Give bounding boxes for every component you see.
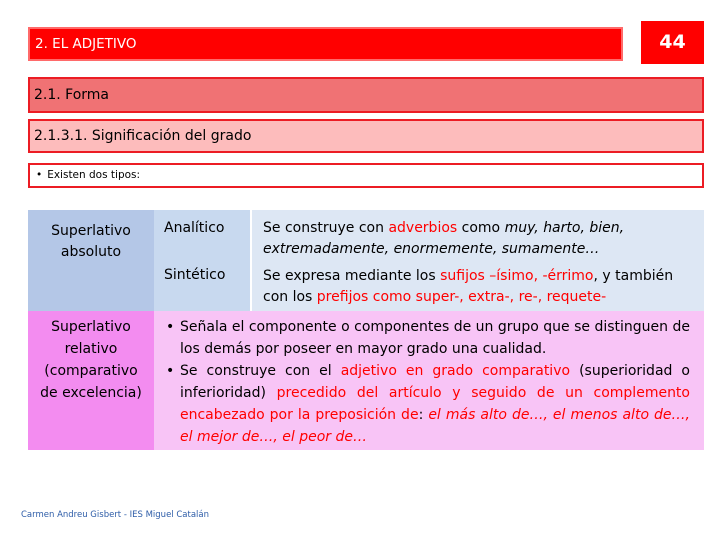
bullet-icon: • bbox=[166, 319, 175, 335]
absolute-superlative-label bbox=[28, 210, 154, 311]
label-line: relativo bbox=[64, 341, 118, 357]
page-title: 2. EL ADJETIVO bbox=[35, 36, 137, 52]
footer-credit: Carmen Andreu Gisbert - IES Miguel Catalán bbox=[21, 510, 210, 520]
subsection-heading: 2.1.3.1. Significación del grado bbox=[34, 128, 252, 144]
list-item bbox=[166, 316, 690, 360]
label-line: Superlativo bbox=[51, 223, 131, 239]
label-line: (comparativo bbox=[44, 363, 138, 379]
examples-text: el más alto de…, el menos alto de…, el mejor de…, el peor de… bbox=[180, 407, 690, 445]
synthetic-definition bbox=[252, 260, 704, 311]
list-item-text: Señala el componente o componentes de un grupo que se distinguen de los demás por poseer en mayor grado una cualidad. bbox=[180, 319, 690, 357]
section-heading: 2.1. Forma bbox=[34, 87, 110, 103]
page-number-badge bbox=[641, 21, 704, 64]
analytic-definition bbox=[252, 210, 704, 260]
intro-text: Existen dos tipos: bbox=[47, 169, 141, 181]
relative-definition bbox=[154, 311, 704, 450]
list-item-text bbox=[180, 360, 690, 448]
section-heading-bar bbox=[28, 77, 704, 113]
relative-superlative-label bbox=[28, 311, 154, 450]
label-line: absoluto bbox=[60, 244, 122, 260]
page-number: 44 bbox=[659, 31, 686, 53]
definition-text: (superioridad o inferioridad) bbox=[180, 363, 690, 401]
bullet-icon: • bbox=[166, 363, 175, 379]
highlight-text: precedido del artículo y seguido de un complemento encabezado por la preposición de bbox=[180, 385, 690, 423]
definition-text: : bbox=[418, 407, 429, 423]
definition-text: Se construye con el bbox=[180, 363, 341, 379]
definition-text: Se construye con bbox=[263, 220, 389, 236]
examples-text: muy, harto, bien, extremadamente, enormemente, sumamente… bbox=[263, 220, 625, 257]
highlight-text: sufijos –ísimo, -érrimo bbox=[440, 268, 594, 284]
definition-text: como bbox=[457, 220, 505, 236]
section-title-bar bbox=[28, 27, 623, 61]
intro-bar bbox=[28, 163, 704, 188]
list-item bbox=[166, 360, 690, 448]
highlight-text: adverbios bbox=[388, 220, 458, 236]
synthetic-label: Sintético bbox=[164, 267, 226, 283]
analytic-label-cell bbox=[154, 210, 250, 260]
label-line: Superlativo bbox=[51, 319, 131, 335]
definition-text: , y también con los bbox=[263, 268, 674, 305]
bullet-icon: • bbox=[36, 169, 43, 181]
subsection-heading-bar bbox=[28, 119, 704, 153]
analytic-label: Analítico bbox=[164, 220, 225, 236]
synthetic-label-cell bbox=[154, 260, 250, 311]
highlight-text: prefijos como super-, extra-, re-, requete- bbox=[316, 289, 607, 305]
definition-text: Se expresa mediante los bbox=[263, 268, 441, 284]
label-line: de excelencia) bbox=[40, 385, 142, 401]
highlight-text: adjetivo en grado comparativo bbox=[340, 363, 571, 379]
